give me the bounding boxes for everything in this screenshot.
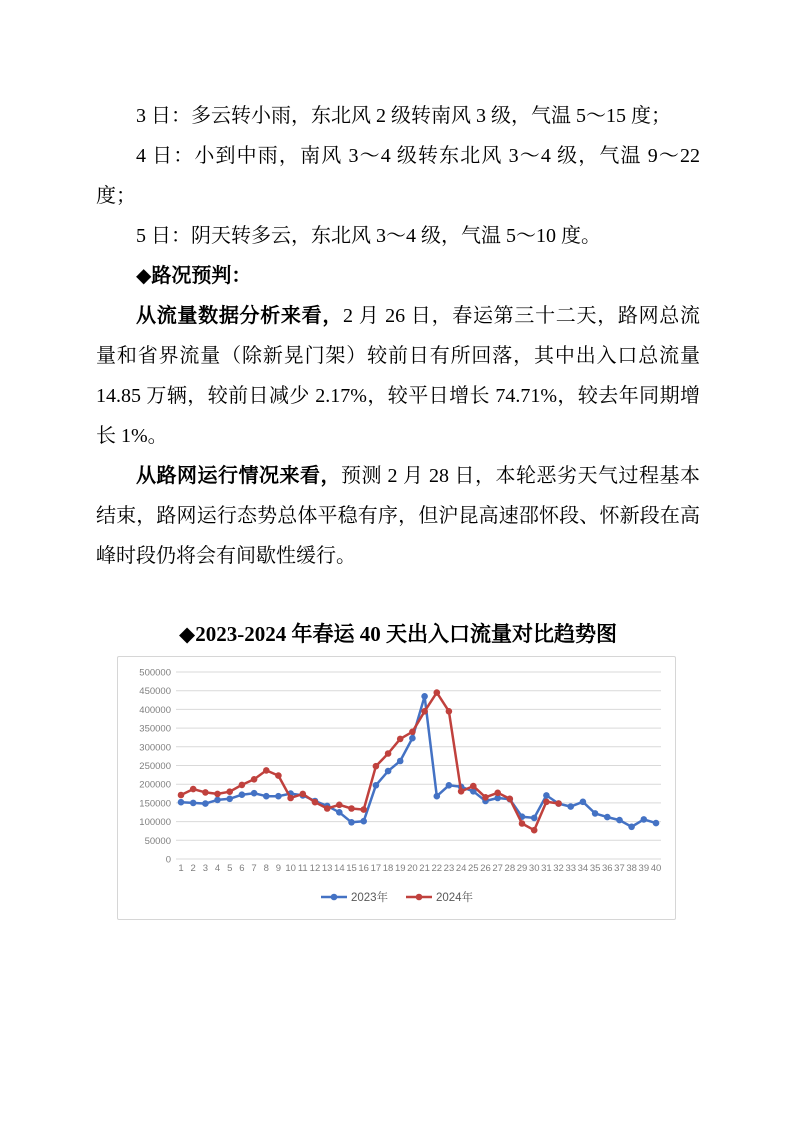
y-tick-label: 250000 [139,761,171,772]
data-point-marker [287,795,294,802]
data-point-marker [312,799,319,806]
y-tick-label: 100000 [139,817,171,829]
legend-marker [416,894,423,901]
data-point-marker [251,776,258,783]
data-point-marker [348,805,355,812]
data-point-marker [336,802,343,809]
data-point-marker [446,708,453,715]
y-axis-labels [139,668,171,866]
x-tick-label: 11 [297,863,308,874]
data-point-marker [653,820,660,827]
data-point-marker [324,805,331,812]
paragraph: 从路网运行情况来看，预测 2 月 28 日，本轮恶劣天气过程基本结束，路网运行态势总体平稳有序，但沪昆高速邵怀段、怀新段在高峰时段仍将会有间歇性缓行。 [96,465,700,567]
data-point-marker [543,799,550,806]
x-tick-label: 20 [407,863,418,874]
y-tick-label: 300000 [139,742,171,754]
x-tick-label: 2 [190,863,196,874]
data-point-marker [470,783,477,790]
data-point-marker [373,782,380,789]
paragraph: 3 日：多云转小雨，东北风 2 级转南风 3 级，气温 5～15 度； [136,105,671,127]
data-point-marker [616,817,623,824]
x-tick-label: 16 [358,863,369,874]
data-point-marker [373,763,380,770]
paragraph: 从流量数据分析来看，2 月 26 日，春运第三十二天，路网总流量和省界流量（除新晃门架）较前日有所回落，其中出入口总流量 14.85 万辆，较前日减少 2.17%，较平日增长 74.71%，较去年同期增长 1%。 [96,305,701,447]
data-point-marker [263,767,270,774]
flow-comparison-chart [117,656,676,920]
x-tick-label: 35 [589,863,601,874]
x-tick-label: 38 [626,863,637,874]
x-tick-label: 18 [382,863,394,874]
data-point-marker [507,796,514,803]
x-tick-label: 9 [275,863,282,874]
data-point-marker [226,788,233,795]
data-point-marker [336,809,343,816]
legend-marker [331,894,338,901]
x-tick-label: 27 [492,863,503,874]
section-heading: ◆路况预判： [136,265,252,287]
x-tick-label: 37 [614,863,625,874]
x-tick-label: 10 [285,863,296,874]
data-point-marker [409,729,416,736]
x-tick-label: 21 [419,863,430,874]
data-point-marker [385,768,392,775]
series-line [181,696,656,827]
paragraph-bold-lead: 从流量数据分析来看， [136,305,344,327]
x-tick-label: 1 [178,863,184,874]
x-tick-label: 30 [528,863,540,874]
chart-canvas [118,657,675,919]
data-point-marker [543,792,550,799]
data-point-marker [519,820,526,827]
data-point-marker [300,791,307,798]
x-tick-label: 3 [202,863,209,874]
x-tick-label: 40 [650,863,662,874]
x-tick-label: 24 [455,863,467,874]
data-point-marker [226,796,233,803]
data-point-marker [641,816,648,823]
paragraph: 4 日：小到中雨，南风 3～4 级转东北风 3～4 级，气温 9～22 度； [96,145,700,207]
chart-legend [321,890,474,904]
x-tick-label: 34 [577,863,589,874]
data-point-marker [434,793,441,800]
data-point-marker [202,789,209,796]
data-point-marker [360,806,367,813]
data-point-marker [239,782,246,789]
series-line [181,693,559,831]
x-tick-label: 26 [480,863,491,874]
data-point-marker [446,782,453,789]
data-point-marker [567,803,574,810]
x-tick-label: 15 [346,863,357,874]
data-point-marker [214,791,221,798]
data-point-marker [482,794,489,801]
data-point-marker [434,689,441,696]
x-tick-label: 7 [251,863,257,874]
y-tick-label: 400000 [139,704,171,716]
data-point-marker [604,814,611,821]
data-point-marker [421,708,428,715]
y-tick-label: 450000 [139,686,171,698]
data-point-marker [458,788,465,795]
x-tick-label: 31 [541,863,552,874]
data-point-marker [409,735,416,742]
paragraph-bold-lead: 从路网运行情况来看， [136,465,341,487]
x-tick-label: 28 [504,863,516,874]
data-point-marker [397,758,404,765]
data-point-marker [178,799,185,806]
data-point-marker [592,810,599,817]
x-tick-label: 14 [334,863,345,874]
x-tick-label: 17 [370,863,382,874]
x-tick-label: 22 [431,863,443,874]
x-tick-label: 39 [638,863,650,874]
x-tick-label: 6 [239,863,245,874]
chart-title: ◆2023-2024 年春运 40 天出入口流量对比趋势图 [179,622,617,646]
y-tick-label: 0 [165,854,171,866]
x-tick-label: 4 [214,863,221,874]
legend-label: 2023年 [351,892,389,904]
data-point-marker [531,827,538,834]
data-point-marker [555,800,562,807]
x-tick-label: 13 [321,863,333,874]
data-point-marker [385,750,392,757]
data-point-marker [178,792,185,799]
x-tick-label: 36 [601,863,613,874]
data-point-marker [214,797,221,804]
data-point-marker [190,800,197,807]
document-text [96,96,700,576]
data-point-marker [397,736,404,743]
x-tick-label: 8 [263,863,269,874]
x-axis-labels [178,863,661,874]
y-tick-label: 500000 [139,667,171,679]
data-point-marker [263,793,270,800]
x-tick-label: 25 [468,863,479,874]
data-point-marker [531,815,538,822]
x-tick-label: 23 [443,863,455,874]
paragraph: 5 日：阴天转多云，东北风 3～4 级，气温 5～10 度。 [136,225,601,247]
series-2023年 [178,693,660,830]
y-tick-label: 150000 [139,798,171,810]
data-point-marker [202,800,209,807]
data-point-marker [628,824,635,831]
x-tick-label: 33 [565,863,577,874]
data-point-marker [239,791,246,798]
data-point-marker [348,819,355,826]
x-tick-label: 12 [309,863,321,874]
series-2024年 [178,689,562,833]
data-point-marker [421,693,428,700]
data-point-marker [494,790,501,797]
y-tick-label: 50000 [144,835,171,847]
data-point-marker [190,786,197,793]
data-point-marker [275,793,282,800]
y-tick-label: 200000 [139,779,171,791]
x-tick-label: 29 [516,863,528,874]
x-tick-label: 19 [394,863,406,874]
y-tick-label: 350000 [139,723,171,735]
gridlines [176,672,661,859]
legend-label: 2024年 [436,892,474,904]
data-point-marker [275,772,282,779]
data-point-marker [360,818,367,825]
data-point-marker [580,799,587,806]
x-tick-label: 32 [553,863,564,874]
x-tick-label: 5 [227,863,233,874]
data-point-marker [251,790,258,797]
